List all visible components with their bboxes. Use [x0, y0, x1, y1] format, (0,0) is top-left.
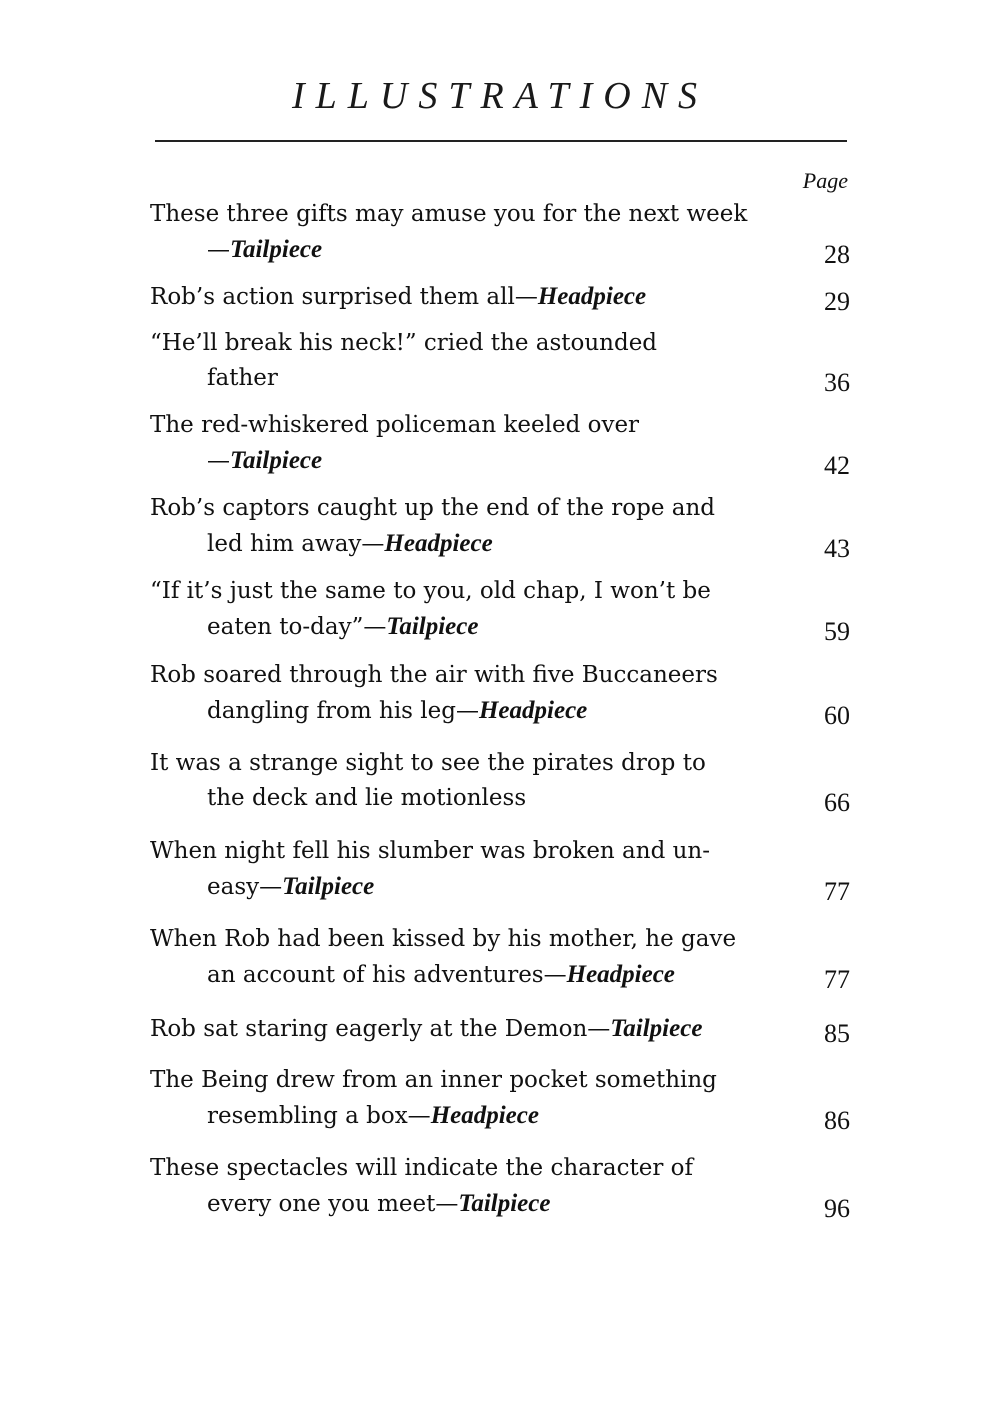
entry-line-1: When night fell his slumber was broken and un- [150, 838, 711, 864]
illustration-entry [150, 1063, 850, 1134]
entry-line-1: “If it’s just the same to you, old chap, I won’t be [150, 578, 711, 604]
entry-page-number: 86 [824, 1106, 850, 1135]
entry-line-1: These spectacles will indicate the character of [150, 1155, 693, 1181]
entry-tag: Tailpiece [458, 1190, 551, 1217]
entry-tag: Headpiece [566, 961, 675, 988]
illustration-entry [150, 326, 850, 396]
page-title: ILLUSTRATIONS [291, 75, 709, 117]
entry-page-number: 77 [824, 965, 850, 994]
entry-tag: Tailpiece [230, 447, 323, 474]
entry-tag: Headpiece [384, 530, 493, 557]
entry-page-number: 36 [824, 368, 850, 397]
entry-page-number: 59 [824, 617, 850, 646]
entry-tag: Tailpiece [610, 1015, 703, 1042]
entry-line-2: every one you meet—Tailpiece [207, 1190, 551, 1217]
entry-line-2: the deck and lie motionless [207, 785, 527, 811]
illustration-entry [150, 658, 850, 729]
entry-tag: Tailpiece [386, 613, 479, 640]
illustration-entry [150, 1151, 850, 1222]
entry-tag: Tailpiece [230, 236, 323, 263]
entry-page-number: 29 [824, 287, 850, 316]
illustration-entry [150, 922, 850, 993]
entry-line-1: The red-whiskered policeman keeled over [150, 412, 640, 438]
illustration-entry [150, 197, 850, 268]
title-rule [155, 140, 847, 142]
entry-page-number: 85 [824, 1019, 850, 1048]
entry-line-2: father [207, 365, 278, 391]
entry-line-2: an account of his adventures—Headpiece [207, 961, 675, 988]
entry-tag: Tailpiece [282, 873, 375, 900]
entry-line-2: —Tailpiece [207, 447, 323, 474]
illustration-entry [150, 574, 850, 645]
entry-line-1: It was a strange sight to see the pirates drop to [150, 750, 706, 776]
entry-line-1: Rob soared through the air with five Buccaneers [150, 662, 718, 688]
entry-page-number: 42 [824, 451, 850, 480]
entry-line-2: dangling from his leg—Headpiece [207, 697, 588, 724]
illustration-entry [150, 279, 850, 315]
illustration-entry [150, 746, 850, 816]
entry-tag: Headpiece [537, 283, 647, 310]
entry-line-2: easy—Tailpiece [207, 873, 375, 900]
entry-line-1: These three gifts may amuse you for the next week [150, 201, 748, 227]
entry-line-2: resembling a box—Headpiece [207, 1102, 539, 1129]
entry-page-number: 43 [824, 534, 850, 563]
entry-line-1: “He’ll break his neck!” cried the astounded [150, 330, 658, 356]
entry-tag: Headpiece [430, 1102, 539, 1129]
entry-page-number: 96 [824, 1194, 850, 1223]
entry-line-1: When Rob had been kissed by his mother, he gave [150, 926, 737, 952]
entry-page-number: 60 [824, 701, 850, 730]
entry-line-2: eaten to-day”—Tailpiece [207, 613, 479, 640]
illustration-entry [150, 491, 850, 562]
entry-line-2: —Tailpiece [207, 236, 323, 263]
illustration-entry [150, 1011, 850, 1047]
entry-line-1: Rob sat staring eagerly at the Demon—Tailpiece [150, 1015, 703, 1042]
entry-page-number: 28 [824, 240, 850, 269]
entry-page-number: 77 [824, 877, 850, 906]
entry-tag: Headpiece [478, 697, 588, 724]
entry-page-number: 66 [824, 788, 850, 817]
illustration-entry [150, 834, 850, 905]
entry-line-1: Rob’s captors caught up the end of the rope and [150, 495, 715, 521]
entry-line-2: led him away—Headpiece [207, 530, 493, 557]
page-column-label: Page [802, 168, 848, 193]
entry-line-1: The Being drew from an inner pocket something [150, 1067, 717, 1093]
entry-line-1: Rob’s action surprised them all—Headpiece [150, 283, 647, 310]
illustration-entry [150, 408, 850, 479]
